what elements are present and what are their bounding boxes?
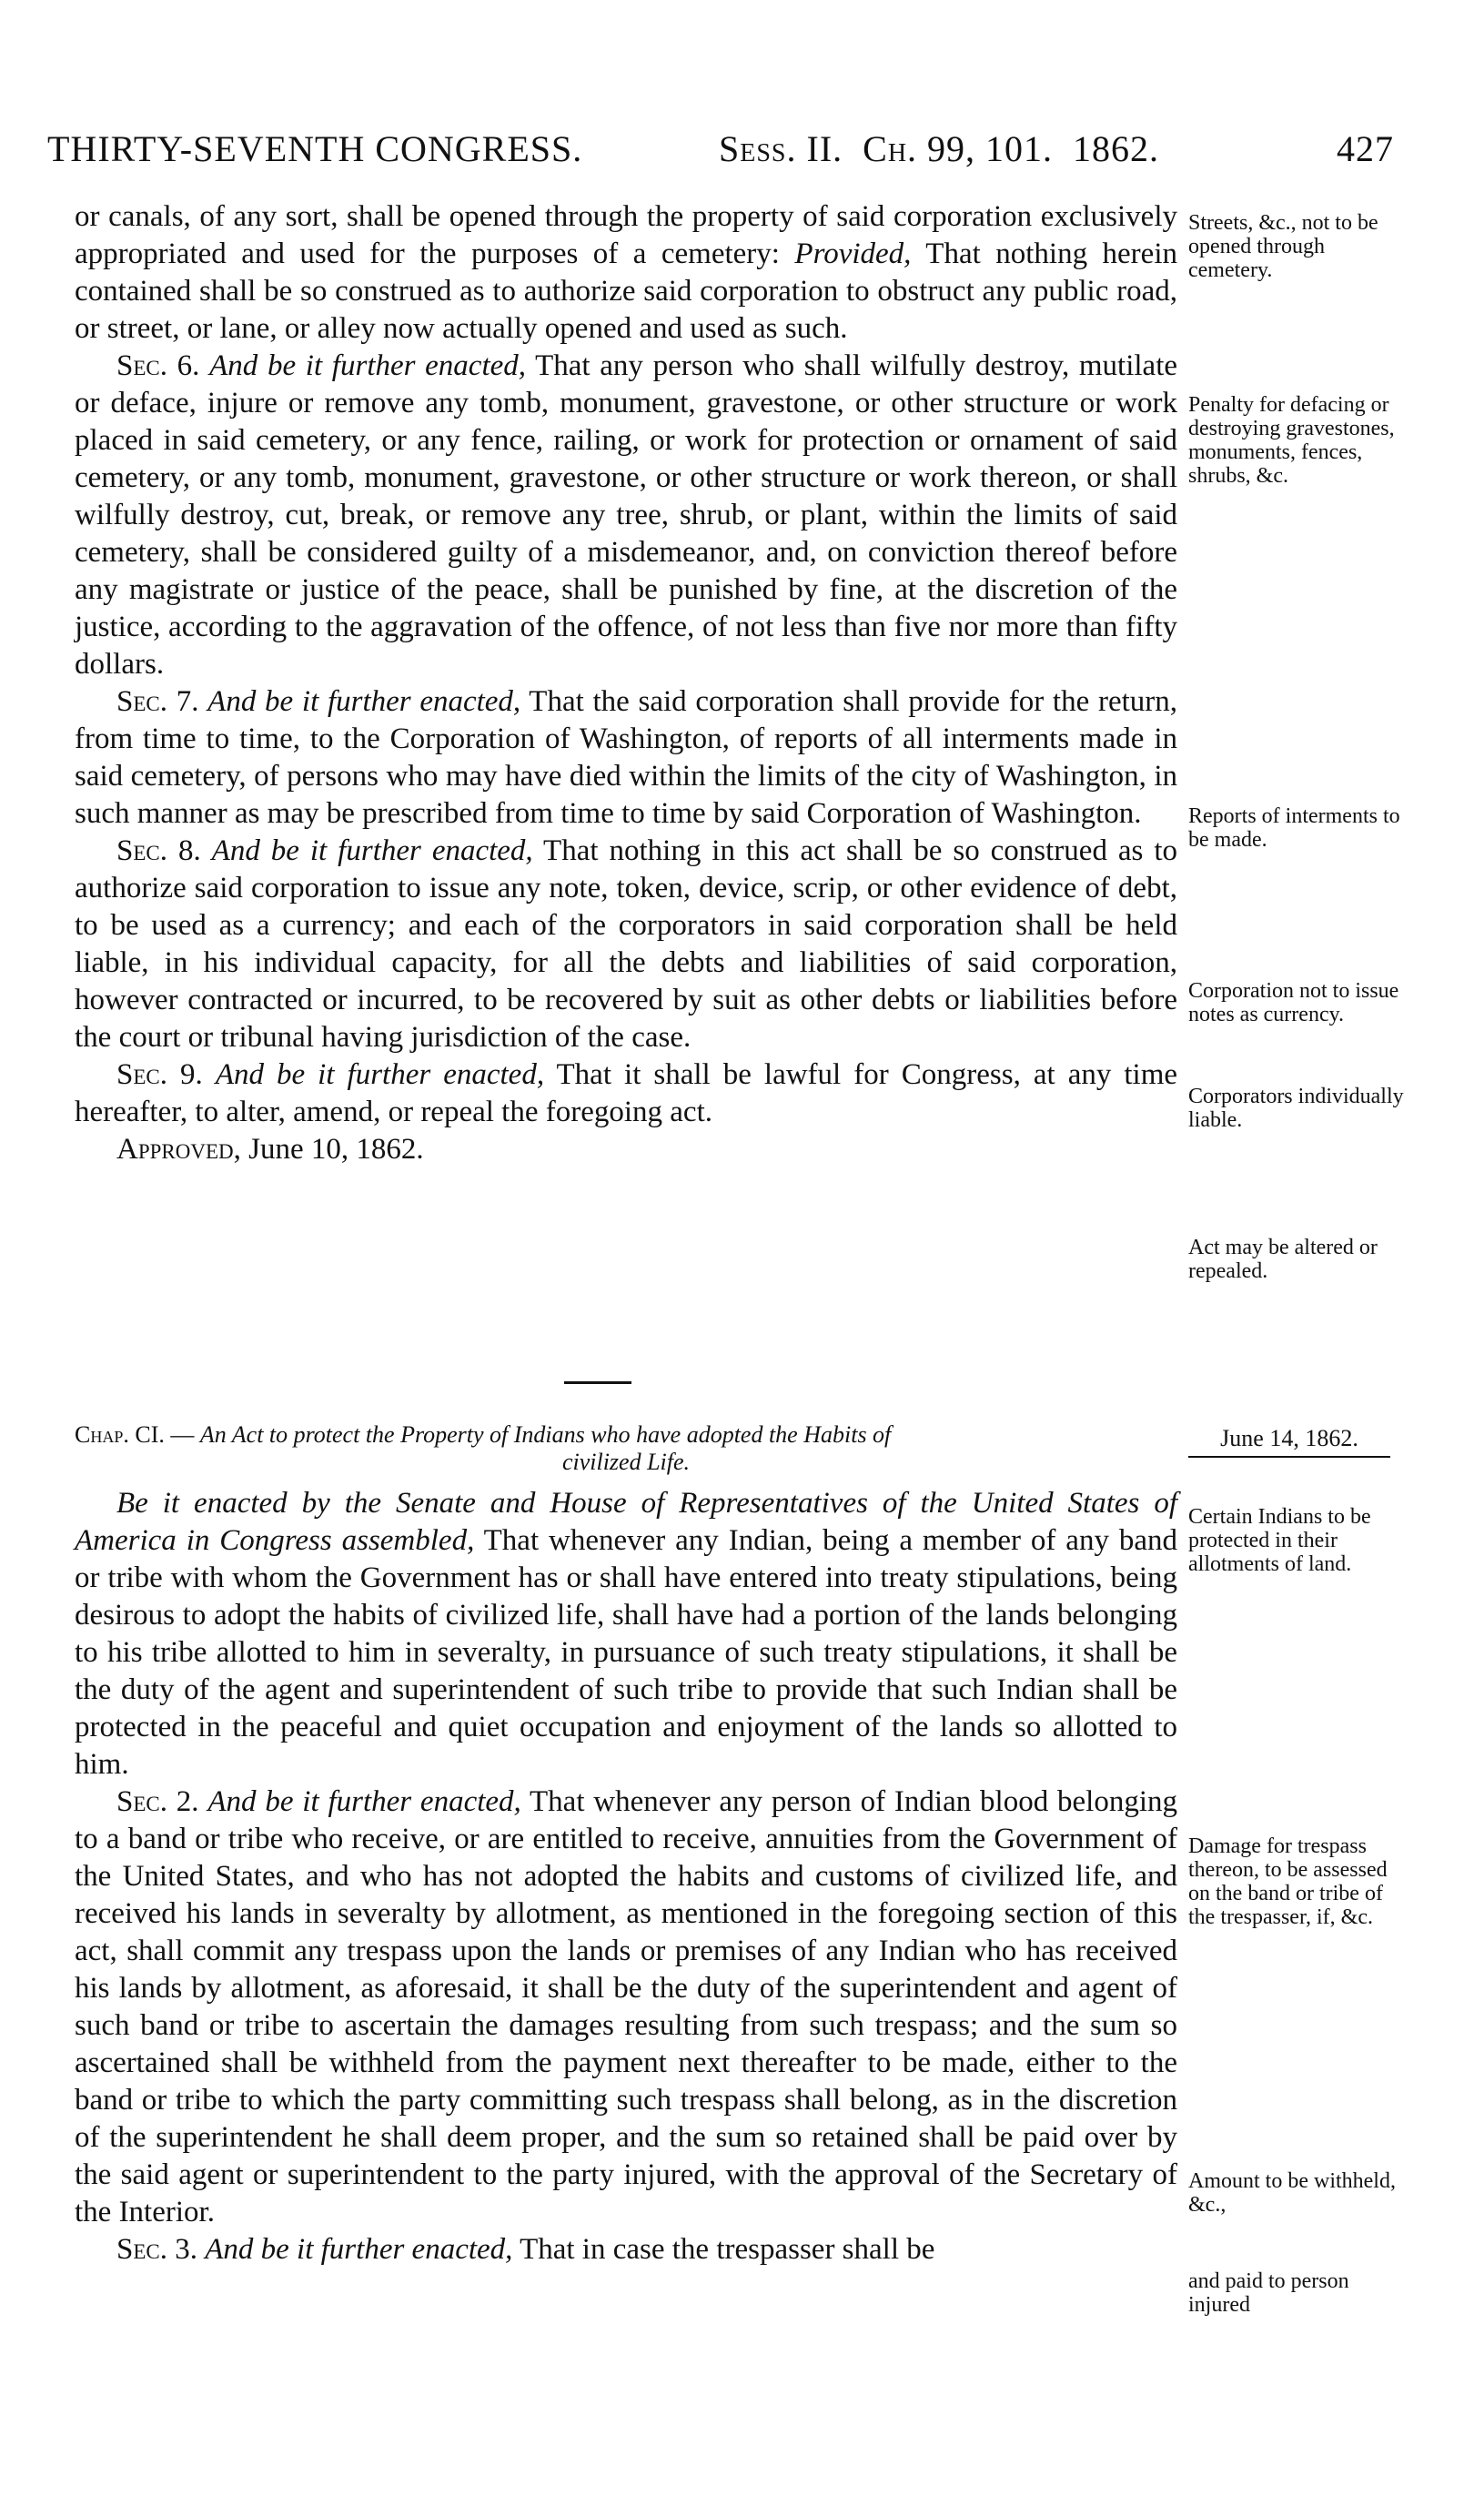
continuation-text: or canals, of any sort, shall be opened through the property of said corporation exclusively appropriated and used for the purposes of a cemetery: — [75, 200, 1177, 270]
approved-label: Approved, — [116, 1133, 241, 1166]
section-text: That the said corporation shall provide for the return, from time to time, to the Corporation of Washington, of reports of all interments made in said cemetery, of persons who may have died within the limits of the city of Washington, in such manner as may be prescribed from time to time by said Corporation of Washington. — [75, 685, 1178, 830]
margin-note: Reports of interments to be made. — [1188, 804, 1400, 852]
continuation-paragraph — [75, 198, 1177, 348]
body-text-upper — [75, 198, 1177, 1168]
enacting-clause: And be it further enacted, — [211, 834, 533, 867]
enacting-clause: And be it further enacted, — [209, 349, 527, 382]
enacting-clause: And be it further enacted, — [207, 685, 521, 718]
section-label: Sec. 7. — [116, 685, 199, 718]
congress-title: THIRTY-SEVENTH CONGRESS. — [47, 128, 583, 169]
section-label: Sec. 2. — [116, 1785, 199, 1818]
margin-note: Corporators individually liable. — [1188, 1085, 1404, 1132]
section-divider — [564, 1381, 631, 1384]
session-chapter-info — [719, 127, 1159, 170]
enacting-clause: And be it further enacted, — [207, 1785, 521, 1818]
margin-note: Damage for trespass thereon, to be assessed on the band or tribe of the trespasser, if, &c. — [1188, 1834, 1388, 1929]
chapter-title-continued: civilized Life. — [561, 1449, 691, 1475]
section-text: That it shall be lawful for Congress, at any time hereafter, to alter, amend, or repeal the foregoing act. — [75, 1058, 1178, 1128]
enacting-clause: And be it further enacted, — [215, 1058, 545, 1091]
section-label: Sec. 3. — [116, 2233, 197, 2266]
chapter-heading — [75, 1421, 1177, 1476]
margin-note: Certain Indians to be protected in their allotments of land. — [1188, 1505, 1371, 1576]
continuation-text-after: That nothing herein contained shall be so construed as to authorize said corporation to obstruct any public road, or street, or lane, or alley now actually opened and used as such. — [75, 237, 1177, 345]
enacting-clause: And be it further enacted, — [205, 2233, 513, 2266]
body-text-lower — [75, 1485, 1177, 2269]
approved-date: June 10, 1862. — [240, 1133, 424, 1166]
chapter-title: An Act to protect the Property of Indians who have adopted the Habits of — [199, 1421, 892, 1448]
chapter-section-1 — [75, 1485, 1177, 1784]
margin-note: Corporation not to issue notes as currency. — [1188, 979, 1399, 1026]
section-text: That whenever any Indian, being a member of any band or tribe with whom the Government has or shall have entered into treaty stipulations, being desirous to adopt the habits of civilized life, shall have had a portion of the lands belonging to his tribe allotted to him in severalty, in pursuance of such treaty stipulations, it shall be the duty of the agent and superintendent of such tribe to provide that such Indian shall be protected in the peaceful and quiet occupation and enjoyment of the lands so allotted to him. — [75, 1524, 1177, 1781]
approved-line — [75, 1131, 1177, 1168]
page-number: 427 — [1337, 128, 1394, 169]
margin-note: Act may be altered or repealed. — [1188, 1236, 1378, 1283]
year-label: 1862. — [1073, 128, 1160, 169]
section-9 — [75, 1056, 1177, 1131]
section-text: That whenever any person of Indian blood belonging to a band or tribe who receive, or are entitled to receive, annuities from the Government of the United States, and who has not adopted the habits and customs of civilized life, and received his lands in severalty by allotment, as mentioned in the foregoing section of this act, shall commit any trespass upon the lands or premises of any Indian who has received his lands by allotment, as aforesaid, it shall be the duty of the superintendent and agent of such band or tribe to ascertain the damages resulting from such trespass; and the sum so ascertained shall be withheld from the payment next thereafter to be made, either to the band or tribe to which the party committing such trespass shall belong, as in the discretion of the superintendent he shall deem proper, and the sum so retained shall be paid over by the said agent or superintendent to the party injured, with the approval of the Secretary of the Interior. — [75, 1785, 1177, 2228]
section-text: That any person who shall wilfully destroy, mutilate or deface, injure or remove any tomb, monument, gravestone, or other structure or work placed in said cemetery, or any fence, railing, or work for protection or ornament of said cemetery, or any tomb, monument, gravestone, or other structure or work thereon, or shall wilfully destroy, cut, break, or remove any tree, shrub, or plant, within the limits of said cemetery, shall be considered guilty of a misdemeanor, and, on conviction thereof before any magistrate or justice of the peace, shall be punished by fine, at the discretion of the justice, according to the aggravation of the offence, of not less than five nor more than fifty dollars. — [75, 349, 1178, 681]
chapter-label: Chap. CI. — [75, 1421, 165, 1448]
section-7 — [75, 683, 1177, 833]
section-8 — [75, 833, 1177, 1056]
enacting-clause: Be it enacted by the Senate and House of Representatives of the United States of America in Congress assembled, — [75, 1487, 1177, 1557]
chapters-label: Ch. 99, 101. — [863, 128, 1054, 169]
session-label: Sess. II. — [719, 128, 843, 169]
section-label: Sec. 6. — [116, 349, 200, 382]
chapter-date: June 14, 1862. — [1188, 1425, 1390, 1458]
margin-note: and paid to person injured — [1188, 2269, 1349, 2317]
section-label: Sec. 9. — [116, 1058, 203, 1091]
margin-note: Streets, &c., not to be opened through cemetery. — [1188, 211, 1378, 282]
section-6 — [75, 348, 1177, 683]
provided-term: Provided, — [794, 237, 912, 270]
margin-note: Penalty for defacing or destroying gravestones, monuments, fences, shrubs, &c. — [1188, 393, 1395, 488]
section-text: That nothing in this act shall be so construed as to authorize said corporation to issue any note, token, device, scrip, or other evidence of debt, to be used as a currency; and each of the corporators in said corporation shall be held liable, in his individual capacity, for all the debts and liabilities of said corporation, however contracted or incurred, to be recovered by suit as other debts or liabilities before the court or tribunal having jurisdiction of the case. — [75, 834, 1178, 1054]
section-label: Sec. 8. — [116, 834, 201, 867]
margin-note: Amount to be withheld, &c., — [1188, 2169, 1396, 2217]
chapter-dash: — — [164, 1421, 200, 1448]
section-text: That in case the trespasser shall be — [512, 2233, 935, 2266]
chapter-section-2 — [75, 1784, 1177, 2231]
chapter-section-3 — [75, 2231, 1177, 2269]
